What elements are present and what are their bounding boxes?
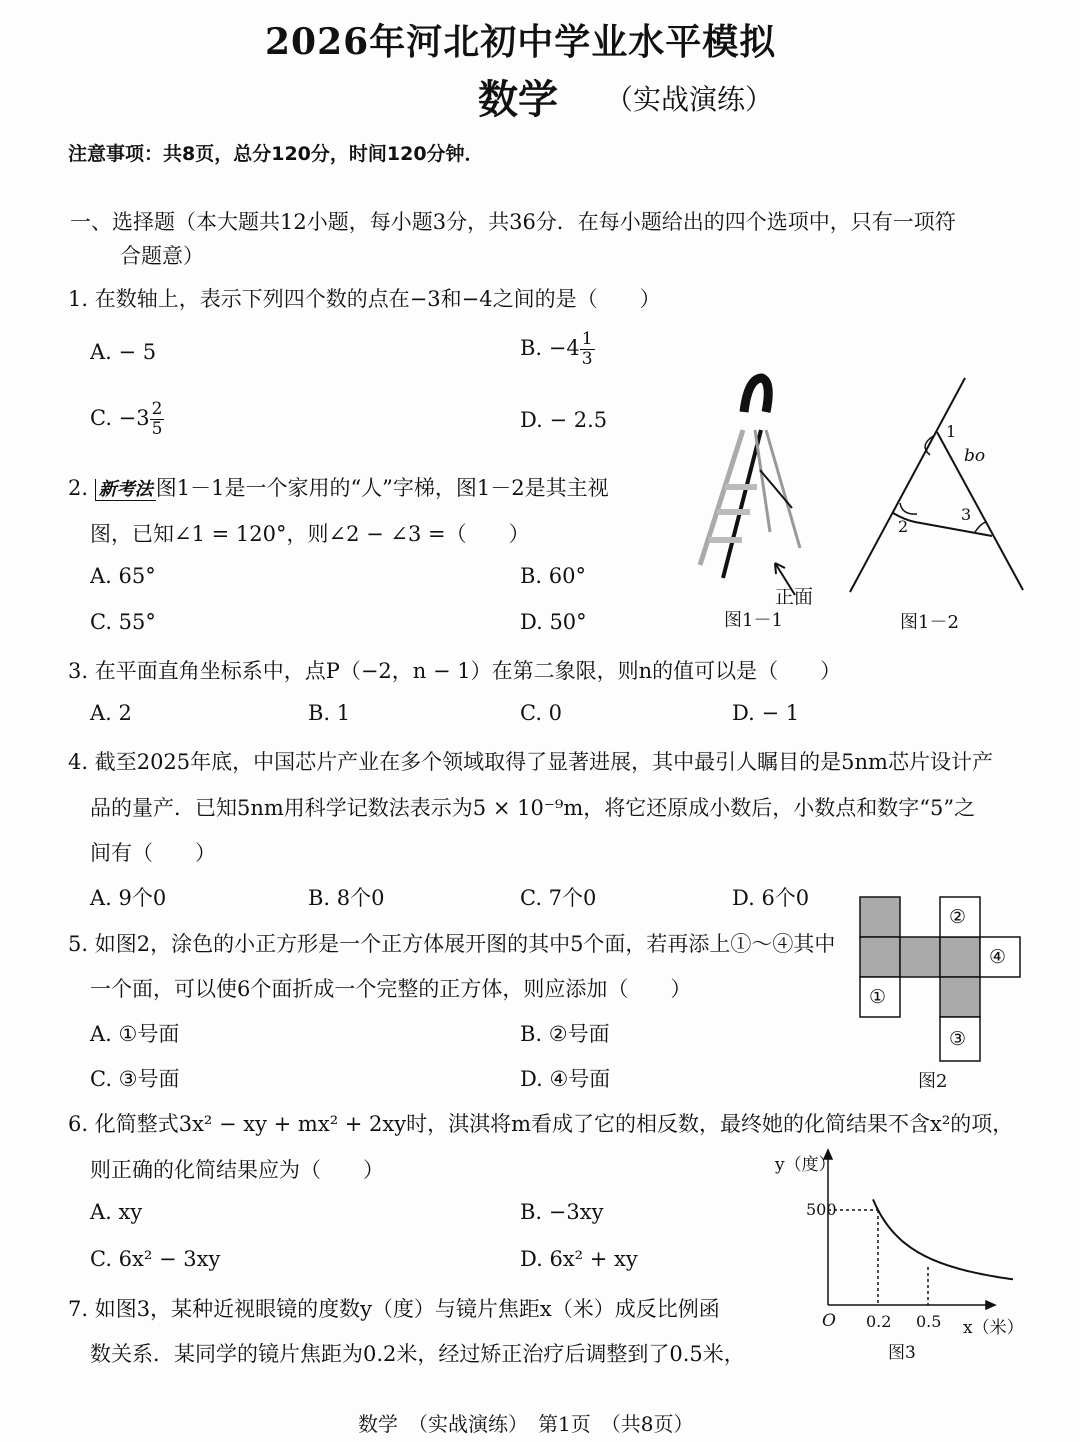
q5-stem-line2: 一个面，可以使6个面折成一个完整的正方体，则应添加（ ） <box>90 977 692 1001</box>
x-axis-arrow-icon <box>986 1301 995 1309</box>
q6-stem-line2: 则正确的化简结果应为（ ） <box>90 1158 384 1182</box>
q2-option-b: B. 60° <box>520 564 587 588</box>
shaded-face <box>940 977 980 1017</box>
q4-option-c: C. 7个0 <box>520 886 597 910</box>
q7-stem-line2: 数关系．某同学的镜片焦距为0.2米，经过矫正治疗后调整到了0.5米， <box>90 1342 745 1366</box>
q3-option-b: B. 1 <box>308 701 351 725</box>
numerator: 1 <box>581 329 593 349</box>
shaded-face <box>900 937 940 977</box>
q2-option-d: D. 50° <box>520 610 587 634</box>
fig1-1-caption: 图1－1 <box>724 610 783 631</box>
q5-option-b: B. ②号面 <box>520 1022 610 1046</box>
q1-stem: 1. 在数轴上，表示下列四个数的点在−3和−4之间的是（ ） <box>68 287 661 311</box>
ladder-front-view-diagram <box>850 378 1023 592</box>
cube-net-diagram <box>860 897 1020 1061</box>
handwritten-note: bo <box>964 446 986 466</box>
fig1-2-caption: 图1－2 <box>900 612 959 633</box>
q2-text: 图1－1是一个家用的“人”字梯，图1－2是其主视 <box>155 476 609 500</box>
q6-option-b: B. −3xy <box>520 1200 604 1224</box>
q4-stem-line1: 4. 截至2025年底，中国芯片产业在多个领域取得了显著进展，其中最引人瞩目的是5nm芯片设计产 <box>68 750 993 774</box>
front-label: 正面 <box>775 586 814 608</box>
left-line <box>850 378 965 592</box>
new-method-badge: 新考法 <box>95 479 156 501</box>
q6-stem-line1: 6. 化简整式3x² − xy + mx² + 2xy时，淇淇将m看成了它的相反数，最终她的化简结果不含x²的项， <box>68 1112 1014 1136</box>
option-b-whole: B. −4 <box>520 336 580 360</box>
q4-stem-line2: 品的量产．已知5nm用科学记数法表示为5 × 10⁻⁹m，将它还原成小数后，小数点和数字“5”之 <box>90 796 976 820</box>
section-heading-line2: 合题意） <box>120 244 204 268</box>
subject-title: 数学 <box>478 76 558 123</box>
denominator: 3 <box>581 349 593 369</box>
q5-option-d: D. ④号面 <box>520 1067 611 1091</box>
ladder-rail <box>700 430 743 565</box>
numerator: 2 <box>151 399 163 419</box>
denominator: 5 <box>151 419 163 439</box>
face-3-label: ③ <box>949 1028 967 1050</box>
angle-1-label: 1 <box>946 422 957 441</box>
q3-option-a: A. 2 <box>90 701 132 725</box>
ladder-back-leg <box>755 430 770 532</box>
angle-3-label: 3 <box>961 505 972 524</box>
shaded-face <box>860 937 900 977</box>
q2-stem-line2: 图，已知∠1 = 120°，则∠2 − ∠3 =（ ） <box>90 522 530 546</box>
q4-option-d: D. 6个0 <box>732 886 810 910</box>
exam-title: 2026年河北初中学业水平模拟 <box>265 21 777 63</box>
x-axis-label: x（米） <box>963 1318 1024 1338</box>
ladder-handle <box>744 378 768 412</box>
q2-number: 2. <box>68 476 95 500</box>
x-tick-0-5: 0.5 <box>916 1312 942 1331</box>
inverse-function-graph <box>824 1150 1013 1309</box>
q2-option-a: A. 65° <box>90 564 156 588</box>
face-2-label: ② <box>949 906 967 928</box>
q2-option-c: C. 55° <box>90 610 156 634</box>
q5-option-a: A. ①号面 <box>90 1022 180 1046</box>
y-axis-label: y（度） <box>775 1155 836 1175</box>
option-c-whole: C. −3 <box>90 406 150 430</box>
q6-option-a: A. xy <box>90 1200 143 1224</box>
shaded-face <box>860 897 900 937</box>
shaded-face <box>940 937 980 977</box>
angle-2-label: 2 <box>898 517 909 536</box>
q6-option-d: D. 6x² + xy <box>520 1247 638 1271</box>
fig2-caption: 图2 <box>918 1071 948 1092</box>
angle-3-arc <box>975 522 987 532</box>
q4-stem-line3: 间有（ ） <box>90 841 216 865</box>
x-tick-0-2: 0.2 <box>866 1312 892 1331</box>
q7-stem-line1: 7. 如图3，某种近视眼镜的度数y（度）与镜片焦距x（米）成反比例函 <box>68 1297 720 1321</box>
notice: 注意事项：共8页，总分120分，时间120分钟． <box>68 143 484 165</box>
q4-option-b: B. 8个0 <box>308 886 385 910</box>
ladder-rail <box>723 430 761 578</box>
ladder-illustration <box>700 378 800 578</box>
q3-stem: 3. 在平面直角坐标系中，点P（−2，n − 1）在第二象限，则n的值可以是（ ） <box>68 659 842 683</box>
section-heading-line1: 一、选择题（本大题共12小题，每小题3分，共36分．在每小题给出的四个选项中，只有一项符 <box>70 210 956 234</box>
face-1-label: ① <box>869 986 887 1008</box>
angle-2-arc <box>900 503 917 514</box>
q1-option-a: A. − 5 <box>90 340 157 364</box>
fig3-caption: 图3 <box>888 1343 916 1363</box>
q3-option-d: D. − 1 <box>732 701 800 725</box>
origin-label: O <box>822 1311 836 1331</box>
inverse-curve <box>873 1199 1013 1279</box>
q5-stem-line1: 5. 如图2，涂色的小正方形是一个正方体展开图的其中5个面，若再添上①～④其中 <box>68 932 836 956</box>
page-footer: 数学 （实战演练） 第1页 （共8页） <box>358 1412 694 1436</box>
q4-option-a: A. 9个0 <box>90 886 167 910</box>
q3-option-c: C. 0 <box>520 701 563 725</box>
edition-label: （实战演练） <box>605 83 774 116</box>
y-tick-500: 500 <box>806 1200 837 1219</box>
face-4-label: ④ <box>989 946 1007 968</box>
q1-option-d: D. − 2.5 <box>520 408 608 432</box>
q5-option-c: C. ③号面 <box>90 1067 180 1091</box>
q6-option-c: C. 6x² − 3xy <box>90 1247 221 1271</box>
